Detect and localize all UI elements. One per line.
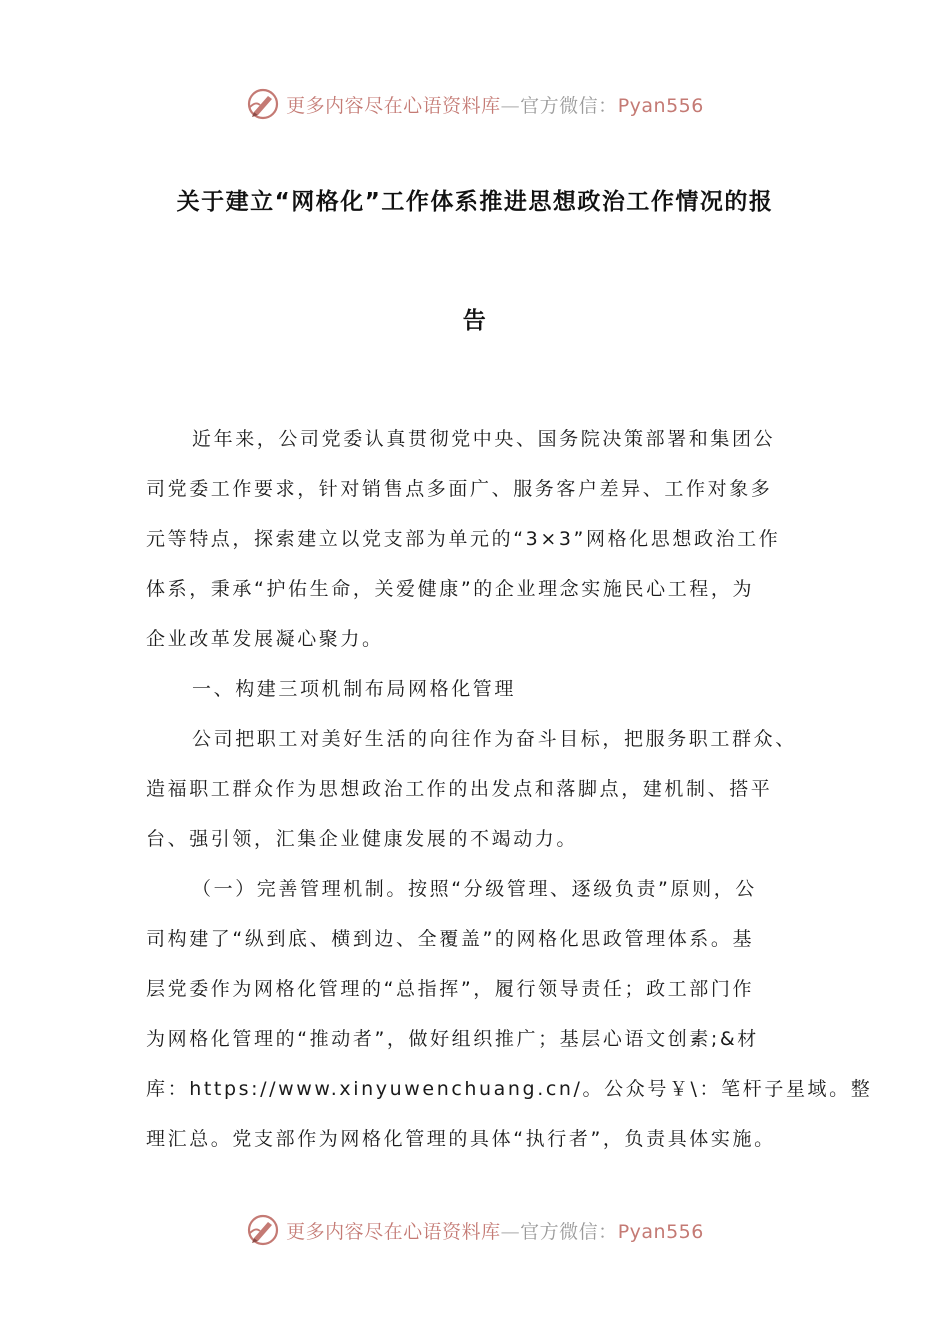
banner-separator: — (500, 94, 521, 117)
banner-wechat-id: Pyan556 (617, 94, 704, 117)
body-line: 企业改革发展凝心聚力。 (146, 628, 384, 650)
document-title-line1: 关于建立“网格化”工作体系推进思想政治工作情况的报 (176, 189, 774, 215)
banner-main-text: 更多内容尽在心语资料库 (286, 94, 501, 117)
body-line: 库：https://www.xinyuwenchuang.cn/。公众号￥\：笔杆子星域。整 (146, 1078, 873, 1100)
banner-wechat-id: Pyan556 (617, 1220, 704, 1243)
pen-logo-icon (246, 87, 280, 121)
body-line: 近年来，公司党委认真贯彻党中央、国务院决策部署和集团公 (192, 428, 776, 450)
header-banner (0, 82, 950, 126)
body-line: 层党委作为网格化管理的“总指挥”，履行领导责任；政工部门作 (146, 978, 755, 1000)
body-line: 理汇总。党支部作为网格化管理的具体“执行者”，负责具体实施。 (146, 1128, 776, 1150)
banner-main-text: 更多内容尽在心语资料库 (286, 1220, 501, 1243)
section-heading: 一、构建三项机制布局网格化管理 (192, 678, 517, 700)
body-line: 公司把职工对美好生活的向往作为奋斗目标，把服务职工群众、 (192, 728, 797, 750)
banner-official-label: 官方微信： (520, 94, 618, 117)
body-line: 元等特点，探索建立以党支部为单元的“3×3”网格化思想政治工作 (146, 528, 781, 550)
banner-separator: — (500, 1220, 521, 1243)
banner-official-label: 官方微信： (520, 1220, 618, 1243)
document-body (146, 414, 873, 1164)
footer-banner (0, 1208, 950, 1252)
footer-banner-text (286, 1217, 704, 1244)
body-line: 司党委工作要求，针对销售点多面广、服务客户差异、工作对象多 (146, 478, 773, 500)
body-line: 造福职工群众作为思想政治工作的出发点和落脚点，建机制、搭平 (146, 778, 773, 800)
header-banner-text (286, 91, 704, 118)
pen-logo-icon (246, 1213, 280, 1247)
header-banner-content (246, 87, 704, 121)
body-line: 台、强引领，汇集企业健康发展的不竭动力。 (146, 828, 579, 850)
document-title-line2: 告 (462, 308, 488, 334)
footer-banner-content (246, 1213, 704, 1247)
body-line: 司构建了“纵到底、横到边、全覆盖”的网格化思政管理体系。基 (146, 928, 755, 950)
body-line: 体系，秉承“护佑生命，关爱健康”的企业理念实施民心工程，为 (146, 578, 755, 600)
body-line: （一）完善管理机制。按照“分级管理、逐级负责”原则，公 (192, 878, 757, 900)
body-line: 为网格化管理的“推动者”，做好组织推广；基层心语文创素;&材 (146, 1028, 759, 1050)
